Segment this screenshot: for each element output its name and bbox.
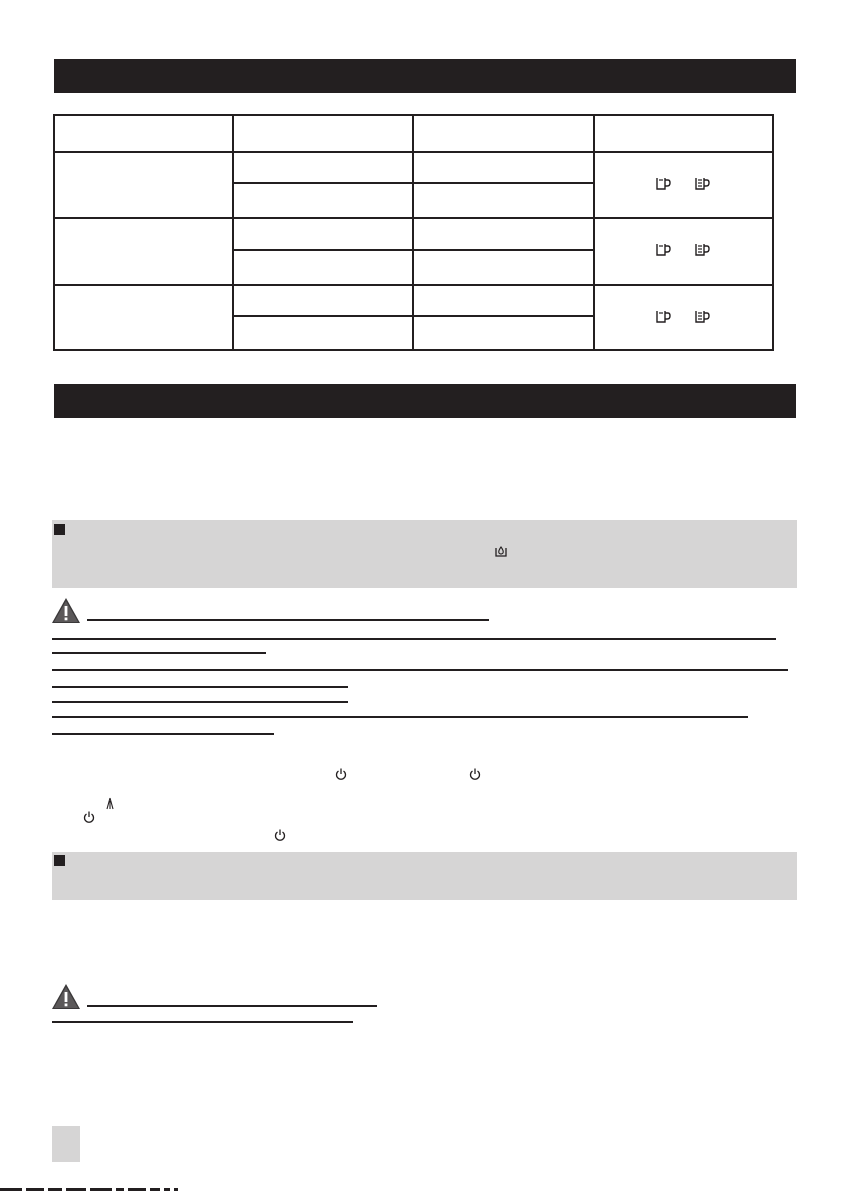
section-header-bar — [54, 384, 796, 418]
underline — [52, 638, 776, 640]
table-divider — [55, 217, 772, 219]
bullet-square — [54, 855, 65, 866]
footer-text-strip — [0, 1186, 843, 1192]
underline — [52, 669, 788, 671]
table-divider — [232, 249, 595, 251]
underline — [52, 686, 348, 688]
steam-icon — [104, 796, 116, 810]
warning-triangle-icon — [51, 597, 81, 624]
single-cup-icon — [656, 177, 672, 191]
underline — [52, 716, 748, 718]
single-cup-icon — [656, 310, 672, 324]
underline — [52, 701, 348, 703]
table-divider — [232, 315, 595, 317]
underline — [52, 652, 266, 654]
underline — [52, 733, 274, 735]
descale-drop-icon — [495, 544, 507, 558]
table-divider — [232, 182, 595, 184]
settings-table — [53, 114, 774, 351]
power-icon — [335, 767, 347, 781]
note-box — [52, 852, 797, 900]
underline — [52, 1021, 353, 1023]
table-divider — [55, 284, 772, 286]
section-header-bar — [54, 59, 796, 93]
page-number-box — [52, 1126, 80, 1162]
power-icon — [83, 810, 95, 824]
double-cup-icon — [695, 177, 711, 191]
double-cup-icon — [695, 310, 711, 324]
underline — [87, 1005, 377, 1007]
double-cup-icon — [695, 243, 711, 257]
underline — [87, 619, 489, 621]
power-icon — [469, 767, 481, 781]
table-divider — [55, 151, 772, 153]
note-box — [52, 520, 797, 588]
bullet-square — [54, 524, 65, 535]
power-icon — [274, 828, 286, 842]
warning-triangle-icon — [51, 983, 81, 1010]
single-cup-icon — [656, 243, 672, 257]
